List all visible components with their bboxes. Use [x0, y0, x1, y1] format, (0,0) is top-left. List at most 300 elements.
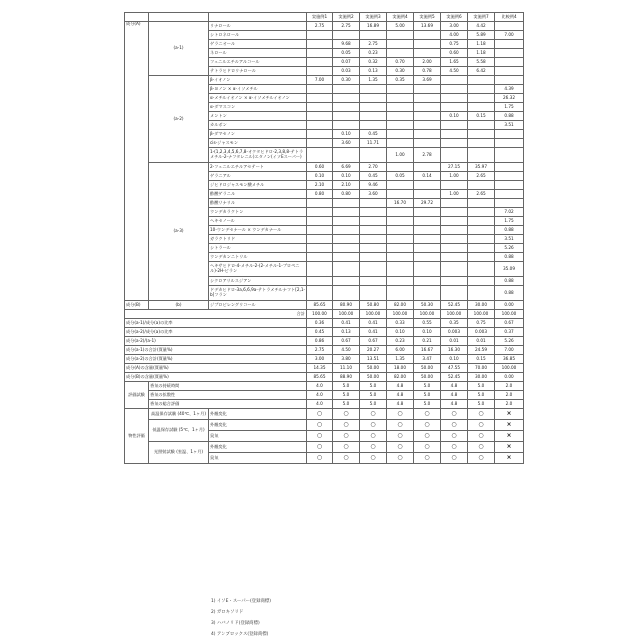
- value-cell: 100.00: [441, 310, 468, 319]
- value-cell: [360, 235, 387, 244]
- physical-test-row: [125, 442, 524, 453]
- value-cell: 4.8: [387, 391, 414, 400]
- value-cell: [307, 226, 333, 235]
- value-cell: 2.65: [468, 190, 495, 199]
- value-cell: 70.00: [468, 364, 495, 373]
- value-cell: 11.10: [333, 364, 360, 373]
- value-cell: 50.00: [360, 364, 387, 373]
- value-cell: 5.89: [468, 31, 495, 40]
- value-cell: 4.0: [307, 382, 333, 391]
- value-cell: 4.50: [333, 346, 360, 355]
- value-cell: ×: [495, 409, 524, 420]
- value-cell: [360, 253, 387, 262]
- value-cell: ○: [307, 409, 333, 420]
- value-cell: 3.51: [495, 235, 524, 244]
- ingredient-name: メントン: [209, 112, 307, 121]
- value-cell: 0.00: [495, 373, 524, 382]
- value-cell: [468, 199, 495, 208]
- value-cell: 0.07: [333, 58, 360, 67]
- summary-label: 成分(a-2)の合計(質量%): [125, 355, 307, 364]
- value-cell: 4.42: [468, 22, 495, 31]
- value-cell: 85.65: [307, 373, 333, 382]
- total-row: [125, 310, 524, 319]
- value-cell: 0.80: [333, 190, 360, 199]
- value-cell: [468, 262, 495, 277]
- value-cell: 5.0: [414, 391, 441, 400]
- value-cell: 9.68: [333, 40, 360, 49]
- value-cell: [307, 139, 333, 148]
- value-cell: 20.27: [360, 346, 387, 355]
- value-cell: ○: [387, 409, 414, 420]
- value-cell: ○: [468, 453, 495, 464]
- total-label: 合計: [125, 310, 307, 319]
- value-cell: ×: [495, 431, 524, 442]
- value-cell: [333, 112, 360, 121]
- value-cell: [387, 103, 414, 112]
- value-cell: [360, 103, 387, 112]
- value-cell: [307, 121, 333, 130]
- value-cell: [441, 226, 468, 235]
- test-item-label: 臭気: [209, 453, 307, 464]
- value-cell: 100.00: [414, 310, 441, 319]
- test-condition-label: 低温保存試験 (5℃、1ヶ月): [149, 420, 209, 442]
- ingredient-name: ゲラニアル: [209, 172, 307, 181]
- value-cell: [495, 76, 524, 85]
- ingredient-name: カルボン: [209, 121, 307, 130]
- value-cell: 0.88: [495, 226, 524, 235]
- value-cell: [360, 277, 387, 286]
- value-cell: 0.35: [441, 319, 468, 328]
- value-cell: [333, 208, 360, 217]
- ingredient-name: シクロアリルスジアン: [209, 277, 307, 286]
- value-cell: [307, 130, 333, 139]
- value-cell: ○: [333, 442, 360, 453]
- value-cell: [468, 121, 495, 130]
- value-cell: 35.97: [468, 163, 495, 172]
- value-cell: [307, 85, 333, 94]
- header-cell: 実施例2: [333, 13, 360, 22]
- value-cell: [307, 148, 333, 163]
- value-cell: 7.02: [495, 208, 524, 217]
- value-cell: [307, 208, 333, 217]
- summary-row: [125, 319, 524, 328]
- evaluation-label: 香気の拡散性: [149, 391, 307, 400]
- header-cell: [149, 13, 209, 22]
- footnote: 4) アンブロックス(登録商標): [211, 629, 271, 640]
- value-cell: ○: [441, 409, 468, 420]
- value-cell: 26.32: [495, 94, 524, 103]
- value-cell: 82.00: [387, 301, 414, 310]
- value-cell: ○: [360, 431, 387, 442]
- value-cell: 50.80: [360, 301, 387, 310]
- value-cell: 2.0: [495, 391, 524, 400]
- value-cell: [333, 103, 360, 112]
- header-cell: 実施例5: [414, 13, 441, 22]
- evaluation-label: 香気の持続時間: [149, 382, 307, 391]
- value-cell: 0.60: [307, 163, 333, 172]
- value-cell: [360, 112, 387, 121]
- value-cell: 0.32: [360, 58, 387, 67]
- value-cell: 1.00: [387, 148, 414, 163]
- value-cell: [441, 286, 468, 301]
- value-cell: [333, 286, 360, 301]
- value-cell: 4.8: [387, 400, 414, 409]
- group-label: (a-1): [149, 22, 209, 76]
- value-cell: 0.01: [441, 337, 468, 346]
- value-cell: 50.30: [414, 301, 441, 310]
- value-cell: 100.00: [495, 310, 524, 319]
- summary-label: 成分(A)の含量(質量%): [125, 364, 307, 373]
- value-cell: [414, 103, 441, 112]
- value-cell: [495, 163, 524, 172]
- value-cell: ○: [414, 442, 441, 453]
- ingredient-name: リナロール: [209, 22, 307, 31]
- summary-row: [125, 328, 524, 337]
- value-cell: [333, 253, 360, 262]
- value-cell: [414, 253, 441, 262]
- value-cell: [414, 244, 441, 253]
- value-cell: 3.80: [333, 355, 360, 364]
- value-cell: 6.00: [387, 346, 414, 355]
- value-cell: ×: [495, 453, 524, 464]
- value-cell: 1.18: [468, 40, 495, 49]
- value-cell: [414, 286, 441, 301]
- value-cell: [387, 253, 414, 262]
- value-cell: [468, 94, 495, 103]
- test-item-label: 臭気: [209, 431, 307, 442]
- ingredient-name: ネロール: [209, 49, 307, 58]
- value-cell: 0.41: [360, 328, 387, 337]
- value-cell: 4.0: [307, 400, 333, 409]
- test-condition-label: 高温保存試験 (40℃、1ヶ月): [149, 409, 209, 420]
- value-cell: [333, 199, 360, 208]
- evaluation-label: 香気の総合評価: [149, 400, 307, 409]
- value-cell: 47.55: [441, 364, 468, 373]
- value-cell: [387, 244, 414, 253]
- value-cell: [495, 148, 524, 163]
- physical-test-row: [125, 409, 524, 420]
- value-cell: [360, 217, 387, 226]
- value-cell: [495, 49, 524, 58]
- value-cell: ○: [307, 431, 333, 442]
- value-cell: 2.78: [414, 148, 441, 163]
- value-cell: ○: [360, 409, 387, 420]
- value-cell: [307, 103, 333, 112]
- ingredient-name: β-ダマセノン: [209, 130, 307, 139]
- value-cell: 0.88: [495, 112, 524, 121]
- value-cell: [441, 253, 468, 262]
- value-cell: 5.0: [468, 382, 495, 391]
- physical-test-row: [125, 420, 524, 431]
- value-cell: 0.75: [468, 319, 495, 328]
- value-cell: ○: [468, 409, 495, 420]
- value-cell: 5.26: [495, 337, 524, 346]
- value-cell: 0.78: [414, 67, 441, 76]
- ingredient-name: α-メチルイオノン × α-イソメチルイオノン: [209, 94, 307, 103]
- ingredient-name: 酢酸ゲラニル: [209, 190, 307, 199]
- value-cell: 13.69: [414, 22, 441, 31]
- value-cell: [441, 217, 468, 226]
- value-cell: ○: [414, 453, 441, 464]
- value-cell: 3.51: [495, 121, 524, 130]
- value-cell: 0.60: [441, 49, 468, 58]
- value-cell: ○: [333, 409, 360, 420]
- value-cell: [307, 94, 333, 103]
- value-cell: 1.75: [495, 103, 524, 112]
- value-cell: 0.13: [333, 328, 360, 337]
- value-cell: 82.00: [387, 373, 414, 382]
- value-cell: ○: [441, 420, 468, 431]
- value-cell: [495, 139, 524, 148]
- value-cell: 0.80: [307, 190, 333, 199]
- value-cell: 2.65: [468, 172, 495, 181]
- value-cell: 0.10: [333, 130, 360, 139]
- test-item-label: 外観変化: [209, 409, 307, 420]
- value-cell: [387, 235, 414, 244]
- value-cell: 30.00: [468, 373, 495, 382]
- value-cell: 0.10: [441, 355, 468, 364]
- value-cell: ○: [387, 420, 414, 431]
- value-cell: 2.75: [333, 22, 360, 31]
- value-cell: [387, 49, 414, 58]
- value-cell: [387, 277, 414, 286]
- value-cell: [333, 226, 360, 235]
- value-cell: 0.70: [387, 58, 414, 67]
- value-cell: 5.0: [468, 400, 495, 409]
- category-label: 評価試験: [125, 382, 149, 409]
- category-label: 成分(A): [125, 22, 149, 301]
- summary-row: [125, 373, 524, 382]
- value-cell: 3.47: [414, 355, 441, 364]
- value-cell: [468, 103, 495, 112]
- evaluation-row: [125, 391, 524, 400]
- value-cell: [441, 199, 468, 208]
- value-cell: [307, 277, 333, 286]
- value-cell: [360, 262, 387, 277]
- value-cell: [387, 190, 414, 199]
- value-cell: [414, 163, 441, 172]
- value-cell: 0.75: [441, 40, 468, 49]
- ingredient-name: シトロネロール: [209, 31, 307, 40]
- summary-label: 成分(a-2)/成分(a)の比率: [125, 328, 307, 337]
- value-cell: [468, 85, 495, 94]
- value-cell: [387, 85, 414, 94]
- value-cell: 0.14: [414, 172, 441, 181]
- value-cell: [468, 148, 495, 163]
- value-cell: ○: [468, 431, 495, 442]
- value-cell: [414, 112, 441, 121]
- value-cell: [307, 217, 333, 226]
- value-cell: ○: [414, 409, 441, 420]
- value-cell: ○: [441, 442, 468, 453]
- value-cell: 100.00: [360, 310, 387, 319]
- value-cell: ×: [495, 442, 524, 453]
- footnote: 3) ハバノリド(登録商標): [211, 618, 271, 629]
- value-cell: [307, 262, 333, 277]
- value-cell: 5.0: [360, 382, 387, 391]
- value-cell: [495, 22, 524, 31]
- value-cell: 2.70: [360, 163, 387, 172]
- value-cell: [333, 262, 360, 277]
- value-cell: [414, 85, 441, 94]
- value-cell: [387, 31, 414, 40]
- value-cell: ○: [414, 420, 441, 431]
- value-cell: 0.37: [495, 328, 524, 337]
- value-cell: [441, 208, 468, 217]
- value-cell: 52.45: [441, 301, 468, 310]
- value-cell: [414, 277, 441, 286]
- value-cell: 4.8: [441, 400, 468, 409]
- value-cell: 88.90: [333, 373, 360, 382]
- ingredient-name: ゲラニオール: [209, 40, 307, 49]
- value-cell: 0.67: [333, 337, 360, 346]
- value-cell: ○: [468, 442, 495, 453]
- value-cell: 7.00: [495, 31, 524, 40]
- value-cell: 2.75: [307, 346, 333, 355]
- value-cell: 30.00: [468, 301, 495, 310]
- value-cell: 50.00: [414, 364, 441, 373]
- group-label: (a-3): [149, 163, 209, 301]
- value-cell: [360, 286, 387, 301]
- value-cell: 0.05: [387, 172, 414, 181]
- value-cell: [441, 85, 468, 94]
- value-cell: [333, 277, 360, 286]
- value-cell: [414, 208, 441, 217]
- value-cell: [495, 58, 524, 67]
- value-cell: [468, 217, 495, 226]
- value-cell: 16.89: [360, 22, 387, 31]
- value-cell: [307, 253, 333, 262]
- ingredient-name: ウンデカラクトン: [209, 208, 307, 217]
- value-cell: 1.65: [441, 58, 468, 67]
- value-cell: 85.65: [307, 301, 333, 310]
- value-cell: [387, 112, 414, 121]
- value-cell: [468, 253, 495, 262]
- value-cell: 27.15: [441, 163, 468, 172]
- value-cell: 9.46: [360, 181, 387, 190]
- summary-row: [125, 337, 524, 346]
- value-cell: [387, 139, 414, 148]
- value-cell: 4.8: [441, 382, 468, 391]
- value-cell: 11.71: [360, 139, 387, 148]
- value-cell: 1.00: [441, 172, 468, 181]
- header-row: [125, 13, 524, 22]
- value-cell: [468, 244, 495, 253]
- value-cell: 2.0: [495, 382, 524, 391]
- category-label: 物性評価: [125, 409, 149, 464]
- value-cell: [468, 286, 495, 301]
- value-cell: [360, 94, 387, 103]
- value-cell: [441, 94, 468, 103]
- value-cell: [360, 31, 387, 40]
- value-cell: 29.72: [414, 199, 441, 208]
- summary-label: 成分(a-2)/(a-1): [125, 337, 307, 346]
- group-label: (b): [149, 301, 209, 310]
- value-cell: 0.03: [333, 67, 360, 76]
- value-cell: 5.0: [468, 391, 495, 400]
- value-cell: [333, 85, 360, 94]
- value-cell: [414, 139, 441, 148]
- value-cell: [360, 226, 387, 235]
- value-cell: 0.88: [495, 277, 524, 286]
- value-cell: 0.10: [333, 172, 360, 181]
- value-cell: [414, 49, 441, 58]
- value-cell: [360, 148, 387, 163]
- value-cell: 0.35: [387, 76, 414, 85]
- value-cell: 5.0: [414, 400, 441, 409]
- value-cell: ○: [307, 420, 333, 431]
- ingredient-name: ドデカヒドロ-3a,6,6,9a-テトラメチルナフト[2,1-b]フラン: [209, 286, 307, 301]
- value-cell: [495, 172, 524, 181]
- value-cell: 0.10: [441, 112, 468, 121]
- ingredient-row: [125, 163, 524, 172]
- value-cell: [333, 94, 360, 103]
- value-cell: 4.8: [387, 382, 414, 391]
- footnotes: [211, 596, 271, 640]
- value-cell: 1.00: [441, 190, 468, 199]
- value-cell: [495, 67, 524, 76]
- ingredient-name: 1-(1,2,3,4,5,6,7,8-オクタヒドロ-2,3,8,8-テトラメチル-2-ナフタレニル)エタノン(イソEスーパー): [209, 148, 307, 163]
- value-cell: 1.35: [387, 355, 414, 364]
- ingredient-name: ガラクトリド: [209, 235, 307, 244]
- header-cell: 実施例6: [441, 13, 468, 22]
- footnote: 2) ガロキソリド: [211, 607, 271, 618]
- ingredient-row: [125, 301, 524, 310]
- group-label: (a-2): [149, 76, 209, 163]
- value-cell: ○: [360, 453, 387, 464]
- value-cell: 6.69: [333, 163, 360, 172]
- value-cell: [387, 217, 414, 226]
- value-cell: [307, 58, 333, 67]
- value-cell: 4.8: [441, 391, 468, 400]
- value-cell: 5.58: [468, 58, 495, 67]
- value-cell: 5.26: [495, 244, 524, 253]
- value-cell: [307, 67, 333, 76]
- value-cell: 0.05: [333, 49, 360, 58]
- ingredient-name: β-イオノン: [209, 76, 307, 85]
- value-cell: 2.00: [414, 58, 441, 67]
- value-cell: 0.45: [360, 172, 387, 181]
- value-cell: 3.60: [333, 139, 360, 148]
- value-cell: [414, 181, 441, 190]
- value-cell: 0.36: [307, 319, 333, 328]
- value-cell: 100.00: [495, 364, 524, 373]
- value-cell: 1.35: [360, 76, 387, 85]
- value-cell: [468, 130, 495, 139]
- header-cell: 実施例4: [387, 13, 414, 22]
- value-cell: [307, 31, 333, 40]
- value-cell: [387, 40, 414, 49]
- value-cell: [333, 31, 360, 40]
- value-cell: ○: [360, 442, 387, 453]
- ingredient-name: ジヒドロジャスモン酸メチル: [209, 181, 307, 190]
- value-cell: [307, 199, 333, 208]
- summary-row: [125, 355, 524, 364]
- value-cell: 0.003: [468, 328, 495, 337]
- ingredient-row: [125, 22, 524, 31]
- value-cell: 0.33: [387, 319, 414, 328]
- value-cell: 16.30: [441, 346, 468, 355]
- value-cell: 16.67: [414, 346, 441, 355]
- summary-label: 成分(a-1)の合計(質量%): [125, 346, 307, 355]
- value-cell: [468, 76, 495, 85]
- value-cell: [360, 208, 387, 217]
- value-cell: [387, 208, 414, 217]
- value-cell: ○: [441, 431, 468, 442]
- value-cell: [360, 121, 387, 130]
- value-cell: 100.00: [468, 310, 495, 319]
- value-cell: [441, 121, 468, 130]
